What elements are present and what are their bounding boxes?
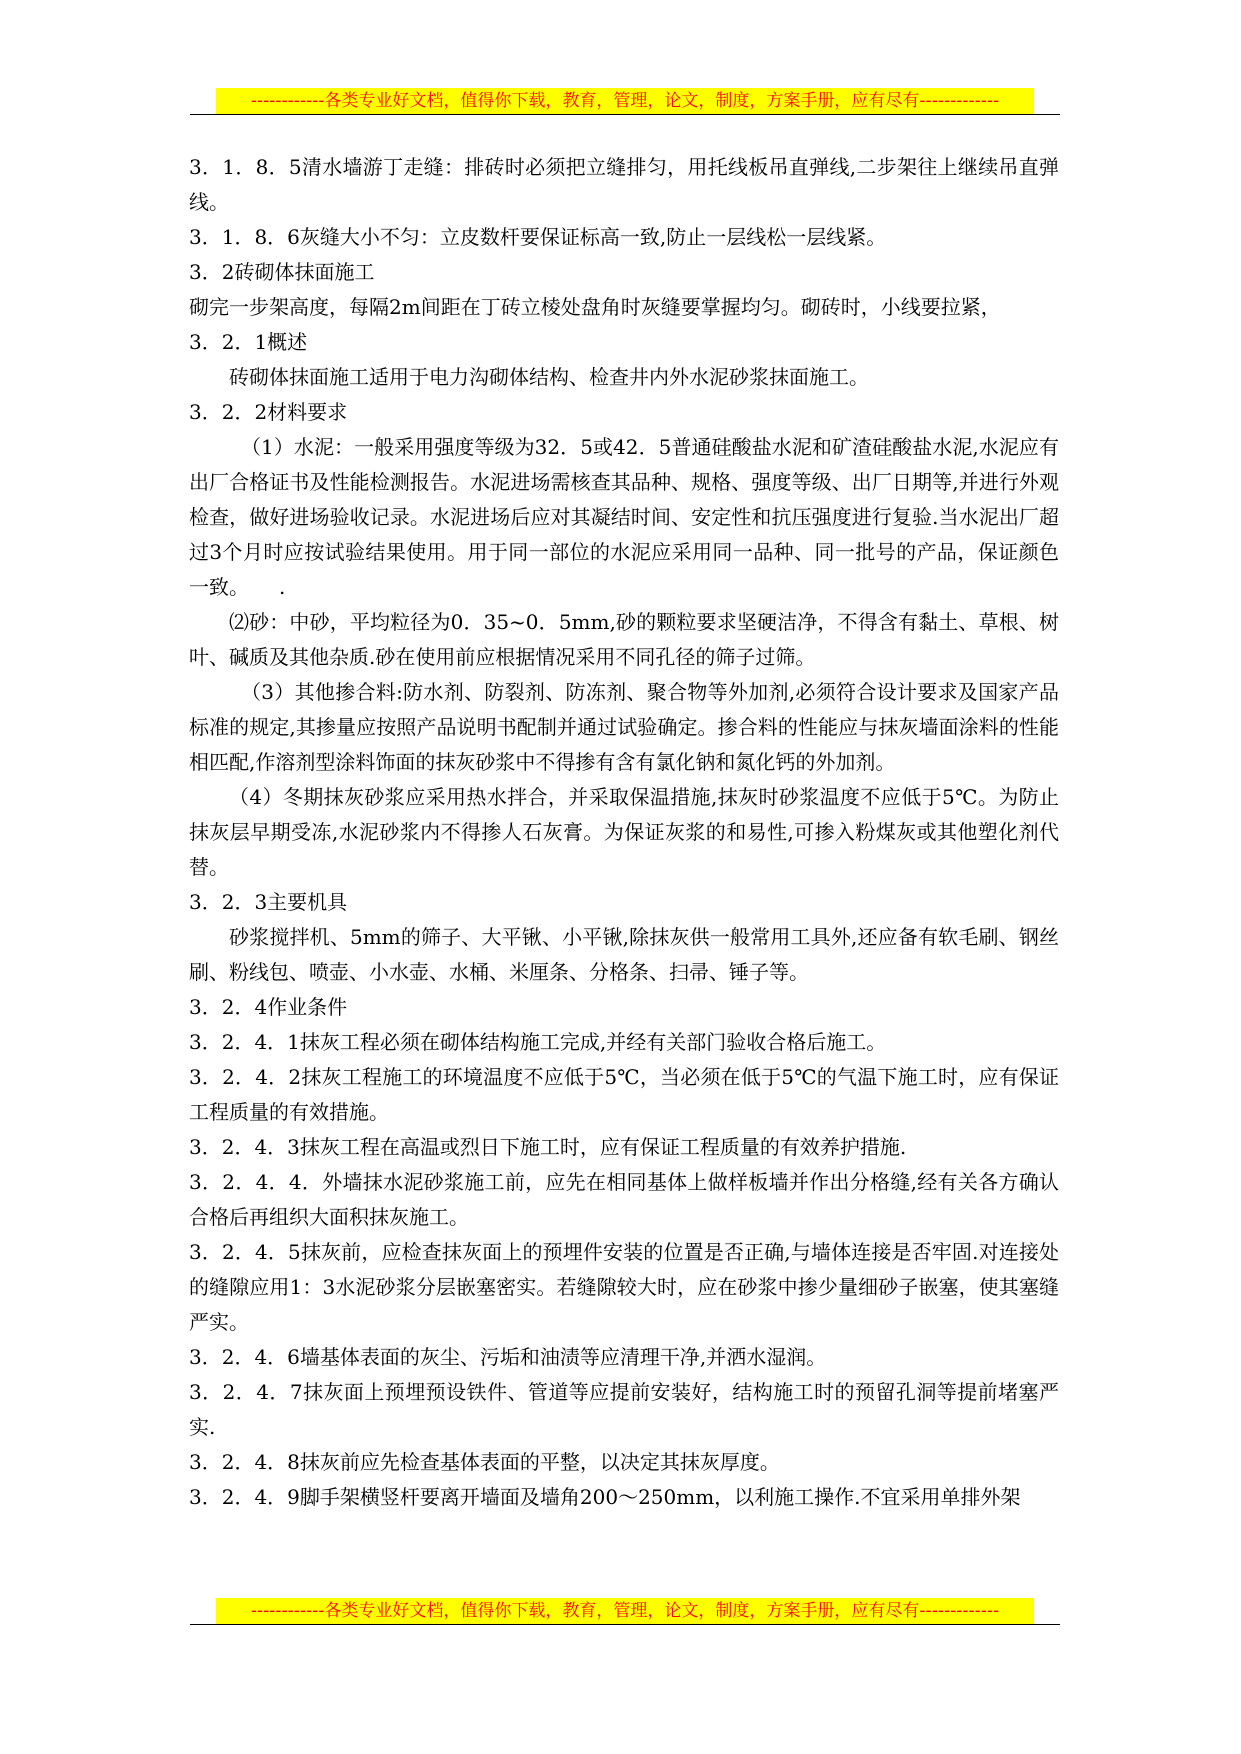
paragraph: （4）冬期抹灰砂浆应采用热水拌合，并采取保温措施,抹灰时砂浆温度不应低于5℃。为防止抹灰层早期受冻,水泥砂浆内不得掺人石灰膏。为保证灰浆的和易性,可掺入粉煤灰或其他塑化剂代替。: [189, 785, 1059, 879]
paragraph: 3．2．4．4．外墙抹水泥砂浆施工前，应先在相同基体上做样板墙并作出分格缝,经有关各方确认合格后再组织大面积抹灰施工。: [189, 1170, 1059, 1229]
paragraph: 3．2．4．2抹灰工程施工的环境温度不应低于5℃，当必须在低于5℃的气温下施工时，应有保证工程质量的有效措施。: [189, 1065, 1059, 1124]
paragraph: 砂浆搅拌机、5mm的筛子、大平锹、小平锹,除抹灰供一般常用工具外,还应备有软毛刷、钢丝刷、粉线包、喷壶、小水壶、水桶、米厘条、分格条、扫帚、锤子等。: [189, 925, 1059, 984]
footer-rule: [190, 1624, 1060, 1625]
section-heading: 3．2．1概述: [189, 330, 308, 354]
section-heading: 3．2．2材料要求: [189, 400, 348, 424]
paragraph: 3．2．4．1抹灰工程必须在砌体结构施工完成,并经有关部门验收合格后施工。: [189, 1030, 887, 1054]
paragraph: ⑵砂：中砂，平均粒径为0．35~0．5mm,砂的颗粒要求坚硬洁净，不得含有黏土、草根、树叶、碱质及其他杂质.砂在使用前应根据情况采用不同孔径的筛子过筛。: [189, 610, 1059, 669]
header-banner: ------------各类专业好文档，值得你下载，教育，管理，论文，制度，方案手册，应有尽有-------------: [216, 88, 1034, 114]
paragraph: （3）其他掺合料:防水剂、防裂剂、防冻剂、聚合物等外加剂,必须符合设计要求及国家产品标准的规定,其掺量应按照产品说明书配制并通过试验确定。掺合料的性能应与抹灰墙面涂料的性能相匹配,作溶剂型涂料饰面的抹灰砂浆中不得掺有含有氯化钠和氮化钙的外加剂。: [189, 680, 1059, 774]
footer-banner: ------------各类专业好文档，值得你下载，教育，管理，论文，制度，方案手册，应有尽有-------------: [216, 1598, 1034, 1624]
section-heading: 3．2．3主要机具: [189, 890, 348, 914]
paragraph: 3．1．8．6灰缝大小不匀：立皮数杆要保证标高一致,防止一层线松一层线紧。: [189, 225, 887, 249]
paragraph: 砌完一步架高度，每隔2m间距在丁砖立棱处盘角时灰缝要掌握均匀。砌砖时，小线要拉紧，: [189, 295, 1001, 319]
paragraph: 3．2．4．8抹灰前应先检查基体表面的平整，以决定其抹灰厚度。: [189, 1450, 780, 1474]
paragraph: （1）水泥：一般采用强度等级为32．5或42．5普通硅酸盐水泥和矿渣硅酸盐水泥,水泥应有出厂合格证书及性能检测报告。水泥进场需核查其品种、规格、强度等级、出厂日期等,并进行外观检查，做好进场验收记录。水泥进场后应对其凝结时间、安定性和抗压强度进行复验.当水泥出厂超过3个月时应按试验结果使用。用于同一部位的水泥应采用同一品种、同一批号的产品，保证颜色一致。 .: [189, 435, 1059, 599]
paragraph: 砖砌体抹面施工适用于电力沟砌体结构、检查井内外水泥砂浆抹面施工。: [229, 365, 869, 389]
paragraph: 3．2．4．5抹灰前，应检查抹灰面上的预埋件安装的位置是否正确,与墙体连接是否牢固.对连接处的缝隙应用1：3水泥砂浆分层嵌塞密实。若缝隙较大时，应在砂浆中掺少量细砂子嵌塞，使其塞缝严实。: [189, 1240, 1059, 1334]
paragraph: 3．2．4．6墙基体表面的灰尘、污垢和油渍等应清理干净,并洒水湿润。: [189, 1345, 827, 1369]
section-heading: 3．2砖砌体抹面施工: [189, 260, 375, 284]
paragraph: 3．2．4．7抹灰面上预埋预设铁件、管道等应提前安装好，结构施工时的预留孔洞等提前堵塞严实.: [189, 1380, 1059, 1439]
body-text: [189, 150, 1059, 1515]
paragraph: 3．2．4．9脚手架横竖杆要离开墙面及墙角200～250mm，以利施工操作.不宜采用单排外架: [189, 1485, 1021, 1509]
header-rule: [190, 114, 1060, 115]
paragraph: 3．1．8．5清水墙游丁走缝：排砖时必须把立缝排匀，用托线板吊直弹线,二步架往上继续吊直弹线。: [189, 155, 1059, 214]
section-heading: 3．2．4作业条件: [189, 995, 348, 1019]
paragraph: 3．2．4．3抹灰工程在高温或烈日下施工时，应有保证工程质量的有效养护措施.: [189, 1135, 907, 1159]
